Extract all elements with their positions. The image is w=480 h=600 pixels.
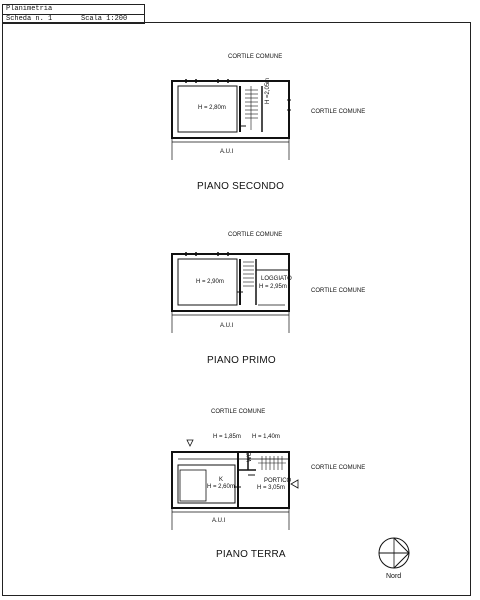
second-courtyard-right: CORTILE COMUNE xyxy=(311,109,366,115)
ground-height-2: H = 1,40m xyxy=(252,434,280,440)
header-title: Planimetria xyxy=(3,5,144,15)
first-room-height: H = 2,90m xyxy=(196,279,224,285)
first-aui: A.U.I xyxy=(220,323,234,329)
second-floor-stair xyxy=(245,86,258,130)
first-floor-outline xyxy=(172,254,289,311)
second-floor-title: PIANO SECONDO xyxy=(197,181,285,192)
second-courtyard-top: CORTILE COMUNE xyxy=(228,54,283,60)
second-stair-height: H =2,05m xyxy=(265,77,271,104)
scale-label: Scala 1:200 xyxy=(81,15,128,23)
second-room-height: H = 2,80m xyxy=(198,105,226,111)
ground-floor-stair xyxy=(258,456,286,470)
ground-kitchen-height: H = 2,60m xyxy=(207,484,235,490)
ground-kitchen-label: K xyxy=(219,477,224,483)
ground-courtyard-top: CORTILE COMUNE xyxy=(211,409,266,415)
north-label: Nord xyxy=(386,573,402,580)
ground-portico-label: PORTICO xyxy=(264,478,292,484)
entrance-arrow-top-icon xyxy=(187,440,193,446)
entrance-arrow-right-icon xyxy=(291,480,298,488)
ground-courtyard-right: CORTILE COMUNE xyxy=(311,465,366,471)
first-loggia-height: H = 2,95m xyxy=(259,284,287,290)
ground-portico-height: H = 3,05m xyxy=(257,485,285,491)
plan-second-floor xyxy=(172,79,291,160)
first-floor-title: PIANO PRIMO xyxy=(207,355,276,366)
ground-wc-label: WC xyxy=(247,452,253,462)
plan-first-floor xyxy=(172,252,289,333)
sheet-number: Scheda n. 1 xyxy=(6,15,53,23)
ground-aui: A.U.I xyxy=(212,518,226,524)
first-floor-stair xyxy=(243,262,254,286)
ground-height-1: H = 1,85m xyxy=(213,434,241,440)
ground-floor-title: PIANO TERRA xyxy=(216,549,286,560)
first-courtyard-right: CORTILE COMUNE xyxy=(311,288,366,294)
first-loggia-label: LOGGIATO xyxy=(261,276,292,282)
second-floor-outline xyxy=(172,81,289,138)
second-aui: A.U.I xyxy=(220,149,234,155)
first-courtyard-top: CORTILE COMUNE xyxy=(228,232,283,238)
north-arrow-icon xyxy=(379,538,409,568)
